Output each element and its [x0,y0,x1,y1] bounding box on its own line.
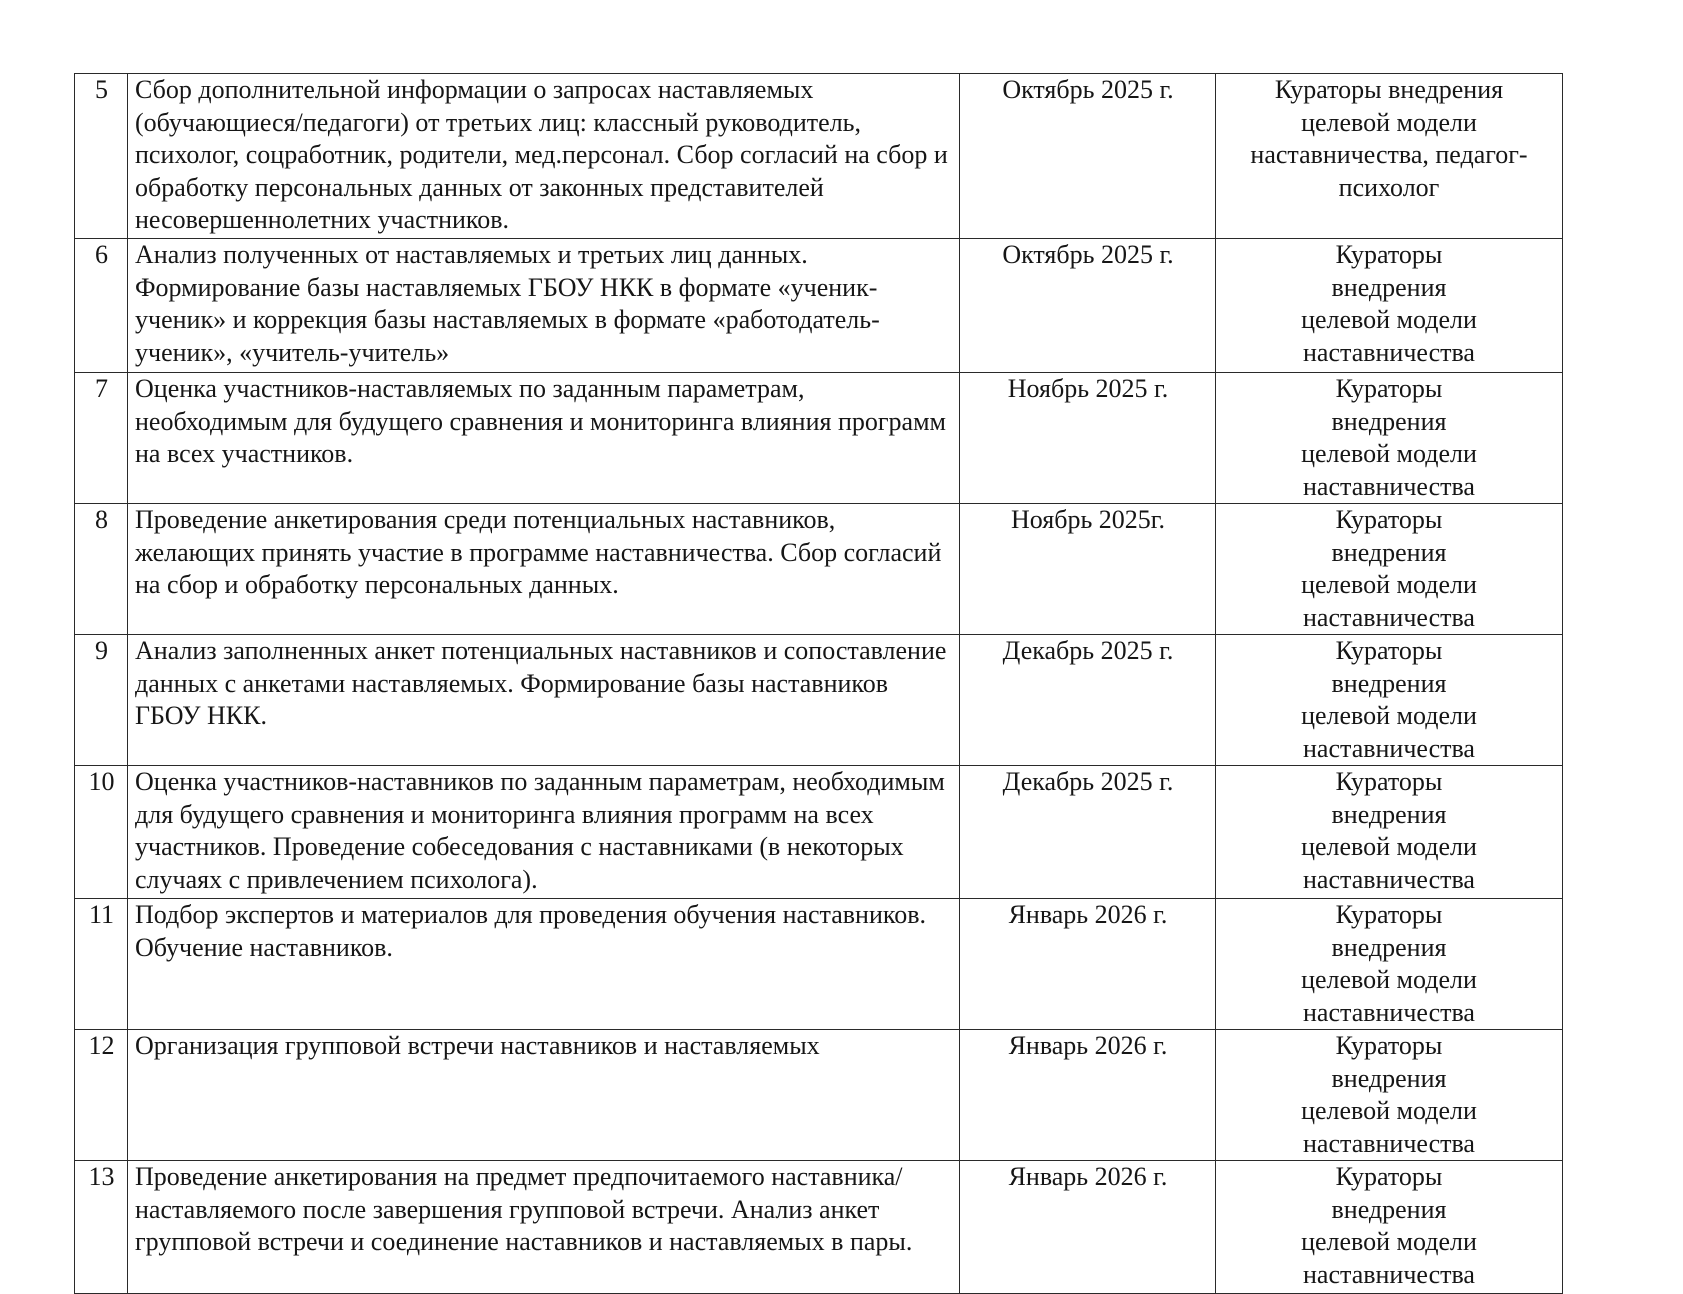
mentoring-plan-table [74,73,1563,1294]
activity-description: Анализ полученных от наставляемых и третьих лиц данных. Формирование базы наставляемых ГБОУ НКК в формате «ученик-ученик» и коррекция базы наставляемых в формате «работодатель-ученик», «учитель-учитель» [128,239,960,373]
activity-description: Организация групповой встречи наставников и наставляемых [128,1030,960,1161]
activity-date: Октябрь 2025 г. [960,74,1216,239]
responsible-party: Кураторы внедрения целевой модели наставничества, педагог-психолог [1216,74,1563,239]
responsible-party: Кураторы внедрения целевой модели наставничества [1216,373,1563,504]
table-row [75,635,1563,766]
responsible-party: Кураторы внедрения целевой модели наставничества [1216,504,1563,635]
activity-description: Проведение анкетирования на предмет предпочитаемого наставника/наставляемого после завершения групповой встречи. Анализ анкет групповой встречи и соединение наставников и наставляемых в пары. [128,1161,960,1294]
row-number: 7 [75,373,128,504]
responsible-party: Кураторы внедрения целевой модели наставничества [1216,899,1563,1030]
activity-date: Январь 2026 г. [960,1030,1216,1161]
row-number: 10 [75,766,128,899]
table-row [75,1161,1563,1294]
row-number: 5 [75,74,128,239]
table-row [75,373,1563,504]
activity-description: Оценка участников-наставляемых по заданным параметрам, необходимым для будущего сравнения и мониторинга влияния программ на всех участников. [128,373,960,504]
activity-description: Подбор экспертов и материалов для проведения обучения наставников. Обучение наставников. [128,899,960,1030]
table-row [75,766,1563,899]
activity-description: Анализ заполненных анкет потенциальных наставников и сопоставление данных с анкетами наставляемых. Формирование базы наставников ГБОУ НКК. [128,635,960,766]
activity-date: Ноябрь 2025г. [960,504,1216,635]
responsible-party: Кураторы внедрения целевой модели наставничества [1216,635,1563,766]
activity-date: Январь 2026 г. [960,1161,1216,1294]
activity-description: Сбор дополнительной информации о запросах наставляемых (обучающиеся/педагоги) от третьих лиц: классный руководитель, психолог, соцработник, родители, мед.персонал. Сбор согласий на сбор и обработку персональных данных от законных представителей несовершеннолетних участников. [128,74,960,239]
table-row [75,899,1563,1030]
table-row [75,239,1563,373]
activity-description: Оценка участников-наставников по заданным параметрам, необходимым для будущего сравнения и мониторинга влияния программ на всех участников. Проведение собеседования с наставниками (в некоторых случаях с привлечением психолога). [128,766,960,899]
table-row [75,74,1563,239]
responsible-party: Кураторы внедрения целевой модели наставничества [1216,766,1563,899]
activity-date: Ноябрь 2025 г. [960,373,1216,504]
row-number: 11 [75,899,128,1030]
row-number: 12 [75,1030,128,1161]
table-row [75,504,1563,635]
row-number: 8 [75,504,128,635]
responsible-party: Кураторы внедрения целевой модели наставничества [1216,239,1563,373]
activity-date: Январь 2026 г. [960,899,1216,1030]
activity-date: Декабрь 2025 г. [960,635,1216,766]
row-number: 6 [75,239,128,373]
activity-date: Декабрь 2025 г. [960,766,1216,899]
row-number: 13 [75,1161,128,1294]
responsible-party: Кураторы внедрения целевой модели наставничества [1216,1161,1563,1294]
activity-description: Проведение анкетирования среди потенциальных наставников, желающих принять участие в программе наставничества. Сбор согласий на сбор и обработку персональных данных. [128,504,960,635]
row-number: 9 [75,635,128,766]
activity-date: Октябрь 2025 г. [960,239,1216,373]
responsible-party: Кураторы внедрения целевой модели наставничества [1216,1030,1563,1161]
table-row [75,1030,1563,1161]
